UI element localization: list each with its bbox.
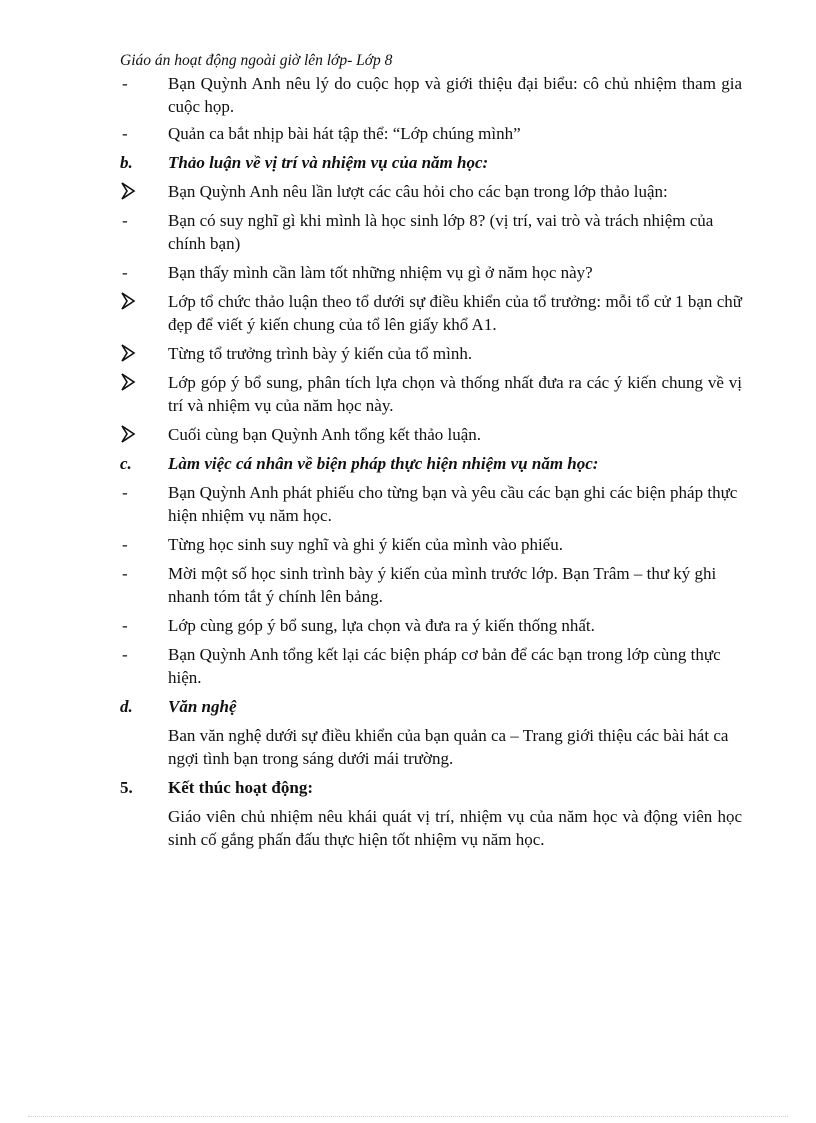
item-text: Lớp góp ý bổ sung, phân tích lựa chọn và thống nhất đưa ra các ý kiến chung về vị trí và nhiệm vụ của năm học này. — [168, 373, 742, 415]
section-label: b. — [120, 153, 133, 172]
dash-bullet: - — [122, 483, 128, 502]
item-text: Từng học sinh suy nghĩ và ghi ý kiến của mình vào phiếu. — [168, 535, 563, 554]
item-text: Bạn Quỳnh Anh tổng kết lại các biện pháp cơ bản để các bạn trong lớp cùng thực hiện. — [168, 645, 721, 687]
item-text: Lớp tổ chức thảo luận theo tổ dưới sự điều khiển của tổ trưởng: mỗi tổ cử 1 bạn chữ đẹp để viết ý kiến chung của tổ lên giấy khổ A1. — [168, 292, 742, 334]
paragraph: Giáo viên chủ nhiệm nêu khái quát vị trí, nhiệm vụ của năm học và động viên học sinh cố gắng phấn đấu thực hiện tốt nhiệm vụ năm học. — [168, 807, 742, 849]
arrow-bullet-icon — [120, 372, 138, 392]
section-label: c. — [120, 454, 132, 473]
list-item — [0, 371, 816, 417]
dash-bullet: - — [122, 616, 128, 635]
dash-bullet: - — [122, 74, 128, 93]
item-text: Cuối cùng bạn Quỳnh Anh tổng kết thảo luận. — [168, 425, 482, 444]
item-text: Từng tổ trưởng trình bày ý kiến của tổ mình. — [168, 344, 473, 363]
list-item — [0, 342, 816, 365]
section-heading-5 — [0, 776, 816, 799]
page-bottom-rule — [28, 1116, 788, 1117]
arrow-bullet-icon — [120, 424, 138, 444]
item-text: Lớp cùng góp ý bổ sung, lựa chọn và đưa ra ý kiến thống nhất. — [168, 616, 595, 635]
item-text: Bạn Quỳnh Anh phát phiếu cho từng bạn và yêu cầu các bạn ghi các biện pháp thực hiện nhiệm vụ năm học. — [168, 483, 738, 525]
section-heading-d — [0, 695, 816, 718]
arrow-bullet-icon — [120, 291, 138, 311]
item-text: Quản ca bắt nhịp bài hát tập thể: “Lớp chúng mình” — [168, 124, 521, 143]
page-header: Giáo án hoạt động ngoài giờ lên lớp- Lớp 8 — [120, 52, 393, 69]
section-title: Văn nghệ — [168, 697, 237, 716]
list-item — [0, 209, 816, 255]
section-number: 5. — [120, 778, 133, 797]
dash-bullet: - — [122, 535, 128, 554]
dash-bullet: - — [122, 124, 128, 143]
list-item — [0, 180, 816, 203]
list-item — [0, 122, 816, 145]
item-text: Bạn Quỳnh Anh nêu lần lượt các câu hỏi cho các bạn trong lớp thảo luận: — [168, 182, 668, 201]
item-text: Bạn có suy nghĩ gì khi mình là học sinh lớp 8? (vị trí, vai trò và trách nhiệm của chính bạn) — [168, 211, 714, 253]
section-heading-c — [0, 452, 816, 475]
section-heading-b — [0, 151, 816, 174]
section-title: Làm việc cá nhân về biện pháp thực hiện nhiệm vụ năm học: — [168, 454, 599, 473]
list-item — [0, 533, 816, 556]
dash-bullet: - — [122, 211, 128, 230]
list-item — [0, 614, 816, 637]
dash-bullet: - — [122, 263, 128, 282]
dash-bullet: - — [122, 564, 128, 583]
item-text: Mời một số học sinh trình bày ý kiến của mình trước lớp. Bạn Trâm – thư ký ghi nhanh tóm tắt ý chính lên bảng. — [168, 564, 717, 606]
item-text: Bạn Quỳnh Anh nêu lý do cuộc họp và giới thiệu đại biểu: cô chủ nhiệm tham gia cuộc họp. — [168, 74, 742, 116]
list-item — [0, 290, 816, 336]
list-item — [0, 481, 816, 527]
section-label: d. — [120, 697, 133, 716]
dash-bullet: - — [122, 645, 128, 664]
section-title: Kết thúc hoạt động: — [168, 778, 313, 797]
arrow-bullet-icon — [120, 343, 138, 363]
list-item — [0, 562, 816, 608]
list-item — [0, 72, 816, 118]
section-title: Thảo luận về vị trí và nhiệm vụ của năm học: — [168, 153, 489, 172]
item-text: Bạn thấy mình cần làm tốt những nhiệm vụ gì ở năm học này? — [168, 263, 593, 282]
list-item — [0, 423, 816, 446]
list-item — [0, 643, 816, 689]
paragraph: Ban văn nghệ dưới sự điều khiển của bạn quản ca – Trang giới thiệu các bài hát ca ngợi tình bạn trong sáng dưới mái trường. — [168, 726, 729, 768]
list-item — [0, 261, 816, 284]
arrow-bullet-icon — [120, 181, 138, 201]
document-body — [0, 72, 816, 857]
